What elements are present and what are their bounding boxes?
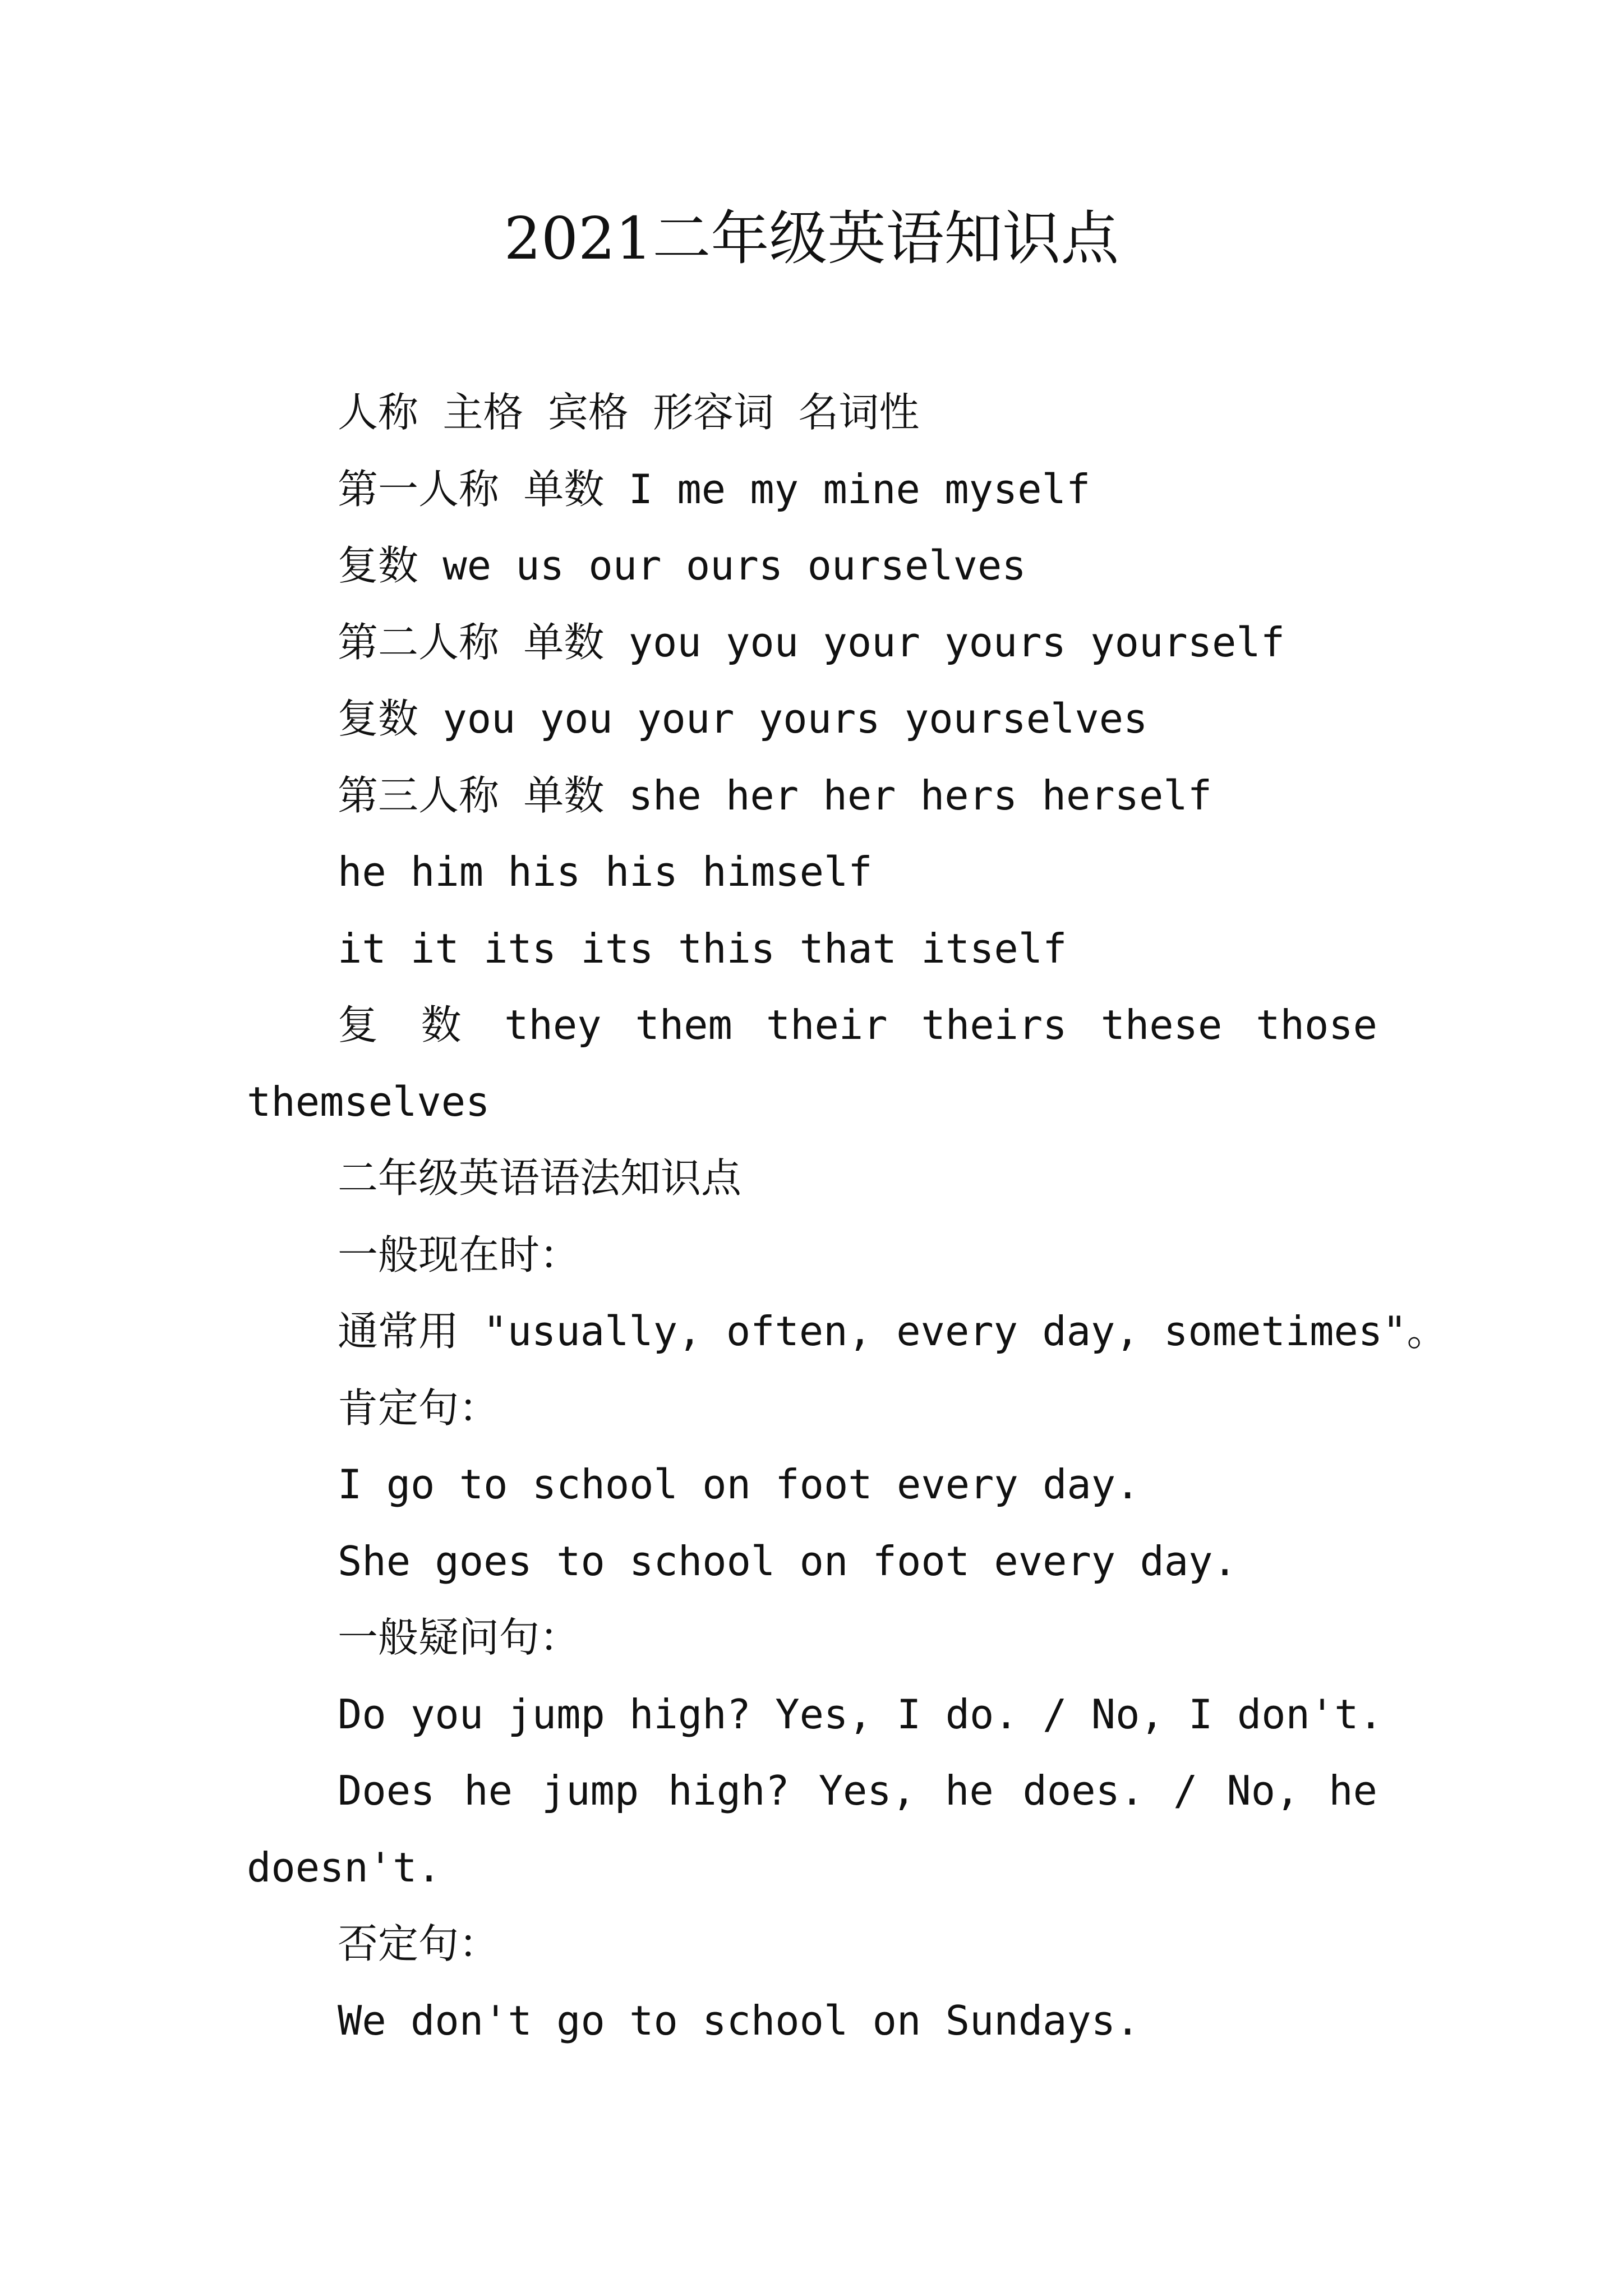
document-body xyxy=(247,374,1447,2059)
paragraph-grammar-heading: 二年级英语语法知识点 xyxy=(338,1154,742,1202)
paragraph-question-example-1: Do you jump high? Yes, I do. / No, I don't. xyxy=(338,1690,1383,1738)
paragraph-question-heading: 一般疑问句： xyxy=(338,1614,580,1661)
paragraph-simple-present-heading: 一般现在时： xyxy=(338,1231,580,1278)
paragraph-third-person-singular-he: he him his his himself xyxy=(338,848,873,895)
paragraph-affirmative-heading: 肯定句： xyxy=(338,1384,500,1432)
paragraph-third-person-plural: 复 数 they them their theirs these those themselves xyxy=(247,1001,1377,1125)
document-title: 2021二年级英语知识点 xyxy=(504,204,1119,273)
paragraph-usage-note: 通常用 "usually, often, every day, sometimes"。 xyxy=(338,1308,1447,1355)
paragraph-affirmative-example-2: She goes to school on foot every day. xyxy=(338,1537,1237,1585)
paragraph-first-person-singular: 第一人称 单数 I me my mine myself xyxy=(338,465,1091,513)
paragraph-first-person-plural: 复数 we us our ours ourselves xyxy=(338,542,1026,589)
paragraph-second-person-plural: 复数 you you your yours yourselves xyxy=(338,695,1148,742)
paragraph-negative-heading: 否定句： xyxy=(338,1920,500,1967)
paragraph-second-person-singular: 第二人称 单数 you you your yours yourself xyxy=(338,618,1285,666)
paragraph-third-person-singular-she: 第三人称 单数 she her her hers herself xyxy=(338,771,1212,819)
paragraph-third-person-singular-it: it it its its this that itself xyxy=(338,924,1067,972)
paragraph-question-example-2: Does he jump high? Yes, he does. / No, he doesn't. xyxy=(247,1767,1377,1891)
paragraph-pronoun-header: 人称 主格 宾格 形容词 名词性 xyxy=(338,389,920,436)
paragraph-negative-example-1: We don't go to school on Sundays. xyxy=(338,1996,1140,2044)
paragraph-affirmative-example-1: I go to school on foot every day. xyxy=(338,1461,1140,1508)
